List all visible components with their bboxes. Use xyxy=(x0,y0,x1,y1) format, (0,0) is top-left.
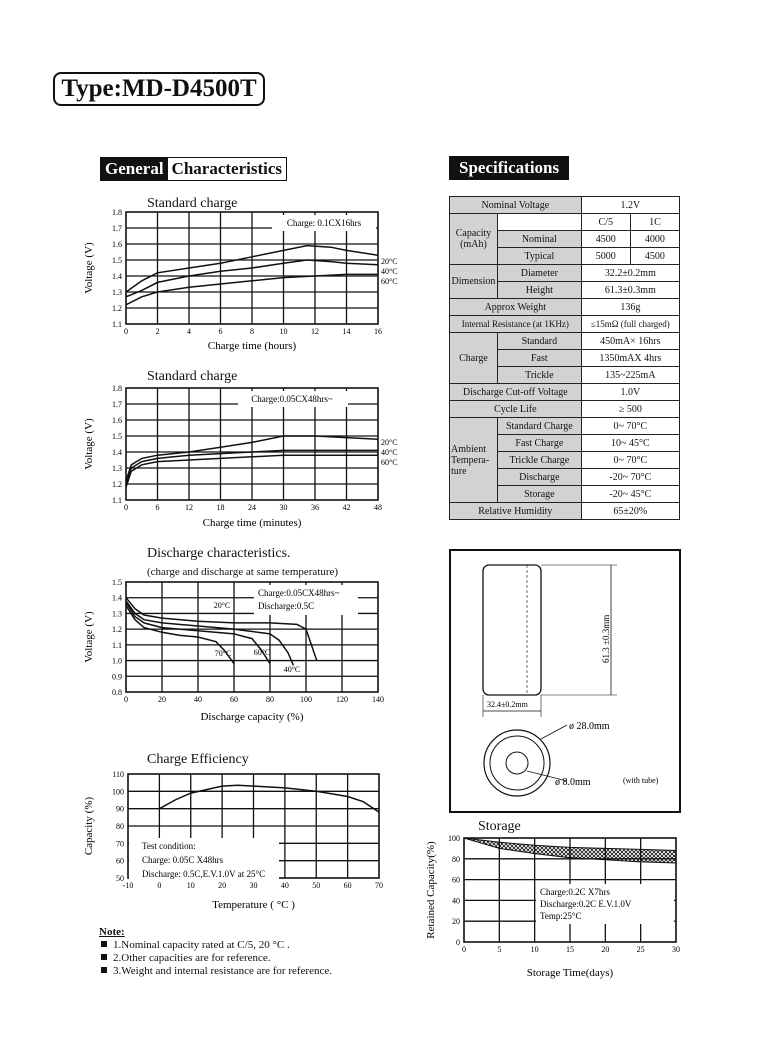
x-tick-label: 80 xyxy=(266,695,274,704)
x-tick-label: 6 xyxy=(155,503,160,512)
x-tick-label: 4 xyxy=(187,327,191,336)
x-tick-label: 6 xyxy=(218,327,223,336)
spec-value: ≤15mΩ (full charged) xyxy=(581,316,679,333)
chart-note: Charge: 0.1CX16hrs xyxy=(286,218,362,228)
spec-value: 32.2±0.2mm xyxy=(581,265,679,282)
x-tick-label: 120 xyxy=(336,695,348,704)
y-tick-label: 50 xyxy=(116,874,124,883)
chart3-subtitle: (charge and discharge at same temperature) xyxy=(147,566,339,578)
x-tick-label: 15 xyxy=(566,945,574,954)
spec-value: -20~ 70°C xyxy=(581,469,679,486)
note-item: 1.Nominal capacity rated at C/5, 20 °C . xyxy=(99,939,332,952)
specifications-header: Specifications xyxy=(449,156,569,180)
x-tick-label: 10 xyxy=(530,945,539,954)
x-tick-label: 20 xyxy=(158,695,166,704)
y-tick-label: 1.2 xyxy=(112,625,122,635)
spec-value: ≥ 500 xyxy=(581,401,679,418)
spec-label: Internal Resistance (at 1KHz) xyxy=(450,316,582,333)
spec-value: -20~ 45°C xyxy=(581,486,679,503)
spec-value: 1350mAX 4hrs xyxy=(581,350,679,367)
series-label: 60°C xyxy=(253,648,271,657)
y-axis-label: Capacity (%) xyxy=(83,796,95,856)
y-tick-label: 1.5 xyxy=(112,578,122,587)
y-axis-label: Retained Capacity(%) xyxy=(425,841,437,939)
series-label: 60°C xyxy=(381,277,398,286)
y-tick-label: 1.3 xyxy=(112,609,122,619)
spec-label: Storage xyxy=(498,486,582,503)
cell-side-outline xyxy=(483,565,541,695)
series-label: 60°C xyxy=(381,458,398,467)
chart1-standard-charge-hours xyxy=(82,208,412,356)
spec-col-header: 1C xyxy=(630,214,679,231)
y-tick-label: 0 xyxy=(456,938,460,947)
y-tick-label: 90 xyxy=(116,804,124,814)
y-tick-label: 60 xyxy=(452,875,460,885)
y-tick-label: 1.2 xyxy=(112,304,122,313)
x-tick-label: 42 xyxy=(342,503,351,512)
x-tick-label: 20 xyxy=(601,945,610,954)
chart4-charge-efficiency xyxy=(82,768,412,916)
y-tick-label: 20 xyxy=(452,917,460,927)
y-tick-label: 1.3 xyxy=(112,288,122,297)
x-tick-label: 10 xyxy=(279,327,288,336)
x-axis-label: Charge time (minutes) xyxy=(202,517,302,529)
chart3-discharge-characteristics xyxy=(82,578,412,726)
y-axis-label: Voltage (V) xyxy=(83,418,95,470)
chart1-title: Standard charge xyxy=(147,196,238,211)
spec-label: Fast Charge xyxy=(498,435,582,452)
y-tick-label: 1.0 xyxy=(112,656,122,666)
x-tick-label: 5 xyxy=(497,945,502,954)
y-tick-label: 0.8 xyxy=(112,688,122,697)
model-type-title: Type:MD-D4500T xyxy=(53,72,265,106)
y-tick-label: 0.9 xyxy=(112,672,122,682)
spec-value: 135~225mA xyxy=(581,367,679,384)
x-tick-label: 50 xyxy=(312,881,321,890)
spec-label: Standard xyxy=(498,333,582,350)
x-tick-label: 48 xyxy=(374,503,382,512)
x-tick-label: 10 xyxy=(186,881,195,890)
y-tick-label: 1.6 xyxy=(112,416,122,425)
x-tick-label: -10 xyxy=(122,881,134,890)
spec-label: Cycle Life xyxy=(450,401,582,418)
outer-diameter-label: ø 28.0mm xyxy=(569,721,610,732)
x-tick-label: 14 xyxy=(342,327,351,336)
chart2-title: Standard charge xyxy=(147,369,238,384)
spec-label: Height xyxy=(498,282,582,299)
series-label: 40°C xyxy=(283,665,301,674)
x-tick-label: 12 xyxy=(311,327,319,336)
series-label: 40°C xyxy=(381,267,398,276)
chart3-title: Discharge characteristics. xyxy=(147,546,291,561)
spec-value: 4000 xyxy=(630,231,679,248)
y-tick-label: 1.4 xyxy=(112,593,122,603)
y-tick-label: 1.5 xyxy=(112,256,122,265)
chart4-title: Charge Efficiency xyxy=(147,752,249,767)
spec-value: 5000 xyxy=(581,248,630,265)
y-tick-label: 1.4 xyxy=(112,448,122,457)
y-tick-label: 1.5 xyxy=(112,432,122,441)
note-item: 2.Other capacities are for reference. xyxy=(99,952,332,965)
x-axis-label: Storage Time(days) xyxy=(526,967,614,979)
spec-label: Trickle Charge xyxy=(498,452,582,469)
spec-label: Discharge Cut-off Voltage xyxy=(450,384,582,401)
spec-label: Nominal Voltage xyxy=(450,197,582,214)
y-tick-label: 1.7 xyxy=(112,224,122,233)
with-tube-label: (with tube) xyxy=(623,776,659,785)
x-tick-label: 100 xyxy=(300,695,312,704)
x-tick-label: 12 xyxy=(185,503,193,512)
spec-label: Ambient Tempera- ture xyxy=(450,418,498,503)
x-tick-label: 70 xyxy=(375,881,383,890)
inner-diameter-label: ø 8.0mm xyxy=(555,777,591,788)
y-tick-label: 80 xyxy=(452,854,460,864)
x-tick-label: 25 xyxy=(636,945,645,954)
spec-value: 61.3±0.3mm xyxy=(581,282,679,299)
spec-label: Fast xyxy=(498,350,582,367)
spec-value: 65±20% xyxy=(581,503,679,520)
series-label: 20°C xyxy=(213,601,231,610)
x-tick-label: 0 xyxy=(124,695,128,704)
x-tick-label: 40 xyxy=(194,695,202,704)
series-label: 20°C xyxy=(381,438,398,447)
x-axis-label: Discharge capacity (%) xyxy=(200,711,304,723)
chart5-title: Storage xyxy=(478,819,521,834)
x-tick-label: 30 xyxy=(279,503,288,512)
general-label: General xyxy=(101,158,168,180)
spec-label: Diameter xyxy=(498,265,582,282)
test-condition-discharge: Discharge: 0.5C,E.V.1.0V at 25°C xyxy=(142,869,266,879)
y-tick-label: 1.2 xyxy=(112,480,122,489)
spec-col-header: C/5 xyxy=(581,214,630,231)
note-item: 3.Weight and internal resistance are for reference. xyxy=(99,965,332,978)
y-tick-label: 40 xyxy=(452,896,460,906)
x-tick-label: 30 xyxy=(672,945,680,954)
test-condition-title: Test condition: xyxy=(142,841,196,851)
storage-note: Temp:25°C xyxy=(540,911,582,921)
chart-note: Discharge:0.5C xyxy=(258,601,315,611)
cell-dimension-drawing xyxy=(449,549,681,813)
y-tick-label: 1.6 xyxy=(112,240,122,249)
chart2-standard-charge-minutes xyxy=(82,384,412,532)
spec-value: 0~ 70°C xyxy=(581,418,679,435)
diameter-dimension: 32.4±0.2mm xyxy=(487,700,528,709)
x-tick-label: 0 xyxy=(124,503,128,512)
series-label: 70°C xyxy=(214,649,232,658)
spec-label: Capacity (mAh) xyxy=(450,214,498,265)
spec-value: 0~ 70°C xyxy=(581,452,679,469)
x-tick-label: 0 xyxy=(462,945,466,954)
x-tick-label: 30 xyxy=(249,881,258,890)
test-condition-charge: Charge: 0.05C X48hrs xyxy=(142,855,224,865)
x-tick-label: 8 xyxy=(250,327,254,336)
spec-label: Trickle xyxy=(498,367,582,384)
specifications-table xyxy=(449,196,680,520)
spec-value: 136g xyxy=(581,299,679,316)
y-tick-label: 70 xyxy=(116,839,124,849)
y-tick-label: 1.8 xyxy=(112,208,122,217)
y-tick-label: 100 xyxy=(112,787,124,797)
y-tick-label: 1.1 xyxy=(112,320,122,329)
spec-value: 4500 xyxy=(581,231,630,248)
y-tick-label: 110 xyxy=(112,770,124,779)
x-tick-label: 24 xyxy=(248,503,256,512)
x-axis-label: Charge time (hours) xyxy=(207,340,297,352)
spec-label: Dimension xyxy=(450,265,498,299)
x-tick-label: 40 xyxy=(280,881,289,890)
spec-label: Charge xyxy=(450,333,498,384)
height-dimension: 61.3 ±0.3mm xyxy=(601,614,611,663)
spec-value: 4500 xyxy=(630,248,679,265)
x-tick-label: 36 xyxy=(311,503,319,512)
y-axis-label: Voltage (V) xyxy=(83,611,95,663)
spec-value: 450mA× 16hrs xyxy=(581,333,679,350)
x-tick-label: 16 xyxy=(374,327,382,336)
note-block xyxy=(99,926,332,978)
storage-note: Discharge:0.2C E.V.1.0V xyxy=(540,899,632,909)
spec-label: Relative Humidity xyxy=(450,503,582,520)
chart5-storage xyxy=(424,834,684,982)
spec-label: Approx Weight xyxy=(450,299,582,316)
x-tick-label: 60 xyxy=(343,881,352,890)
x-tick-label: 60 xyxy=(230,695,238,704)
x-axis-label: Temperature ( °C ) xyxy=(212,899,295,911)
spec-label: Typical xyxy=(498,248,582,265)
spec-value: 1.2V xyxy=(581,197,679,214)
x-tick-label: 2 xyxy=(155,327,160,336)
y-tick-label: 1.3 xyxy=(112,464,122,473)
y-tick-label: 1.7 xyxy=(112,400,122,409)
chart-note: Charge:0.05CX48hrs~ xyxy=(251,394,333,404)
x-tick-label: 0 xyxy=(124,327,128,336)
y-tick-label: 1.8 xyxy=(112,384,122,393)
spec-value: 10~ 45°C xyxy=(581,435,679,452)
x-tick-label: 140 xyxy=(372,695,384,704)
y-tick-label: 1.1 xyxy=(112,640,122,650)
spec-label: Discharge xyxy=(498,469,582,486)
y-tick-label: 100 xyxy=(448,834,460,843)
note-title: Note: xyxy=(99,926,125,938)
spec-label: Nominal xyxy=(498,231,582,248)
y-axis-label: Voltage (V) xyxy=(83,242,95,294)
y-tick-label: 60 xyxy=(116,856,124,866)
series-label: 20°C xyxy=(381,257,398,266)
general-characteristics-header xyxy=(100,157,287,181)
storage-note: Charge:0.2C X7hrs xyxy=(540,887,610,897)
x-tick-label: 18 xyxy=(216,503,225,512)
characteristics-label: Characteristics xyxy=(171,159,283,178)
spec-value: 1.0V xyxy=(581,384,679,401)
x-tick-label: 20 xyxy=(218,881,227,890)
y-tick-label: 80 xyxy=(116,822,124,831)
chart-note: Charge:0.05CX48hrs~ xyxy=(258,588,340,598)
x-tick-label: 0 xyxy=(157,881,162,890)
y-tick-label: 1.4 xyxy=(112,272,122,281)
series-label: 40°C xyxy=(381,448,398,457)
spec-label: Standard Charge xyxy=(498,418,582,435)
y-tick-label: 1.1 xyxy=(112,496,122,505)
